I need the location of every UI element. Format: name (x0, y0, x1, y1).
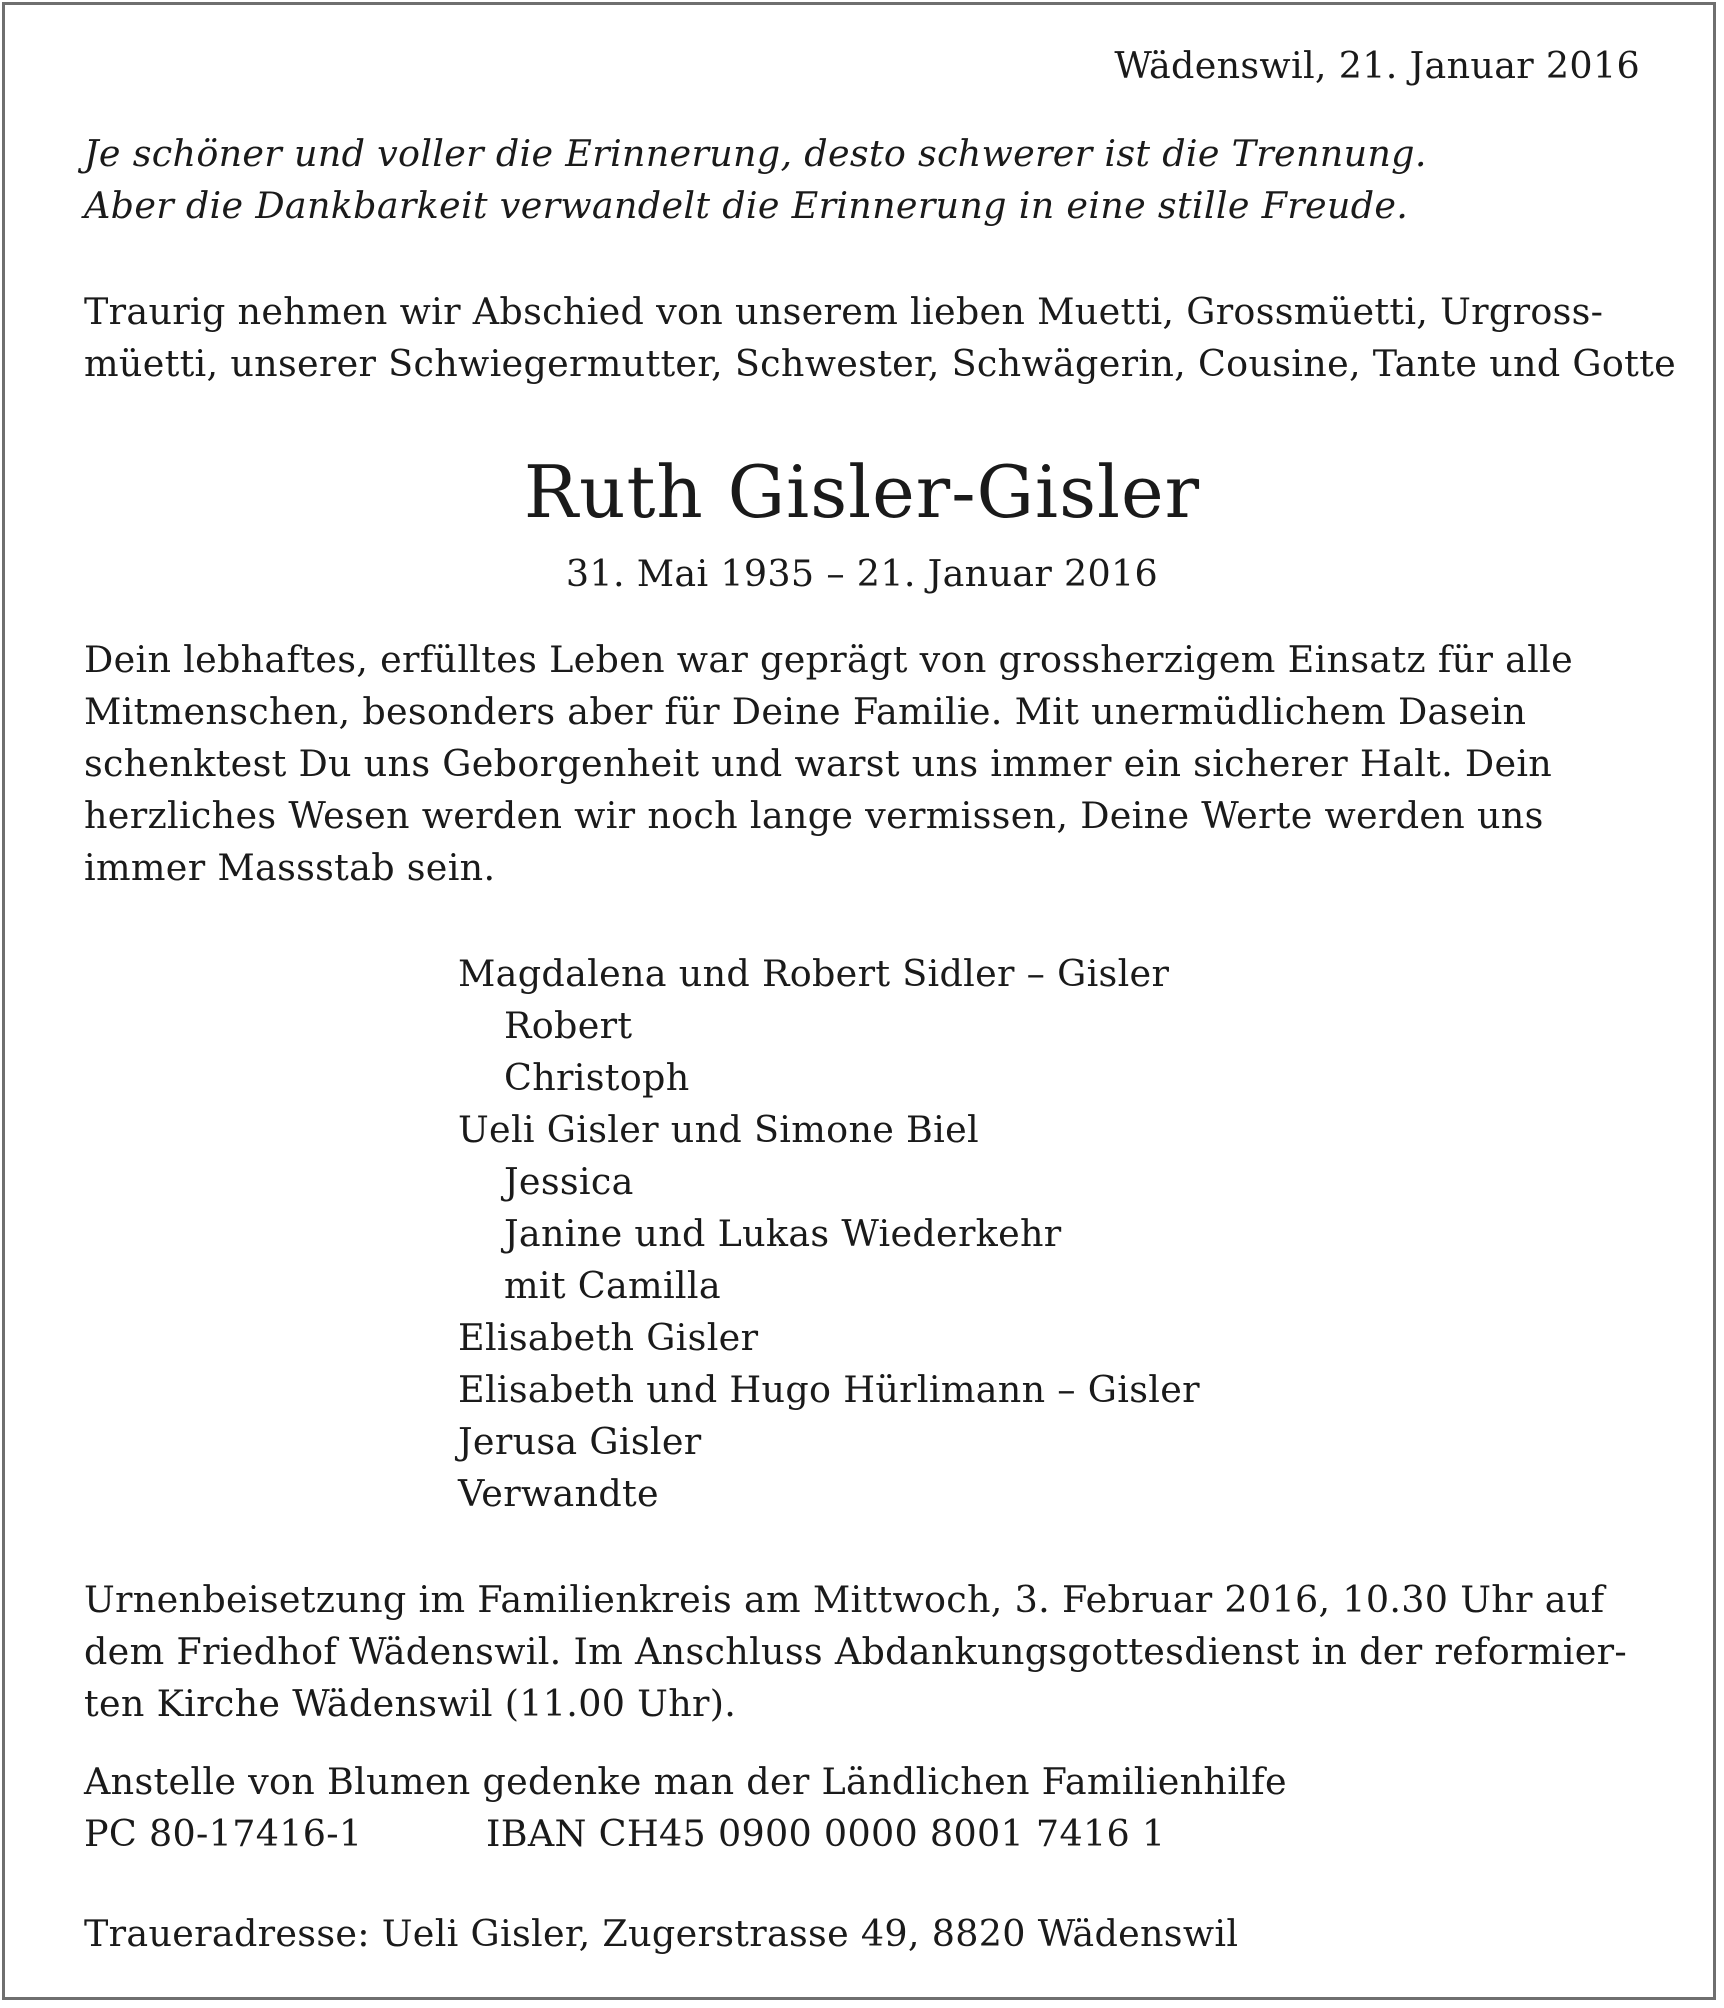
donation-text: Anstelle von Blumen gedenke man der Ländlichen Familienhilfe (84, 1760, 1287, 1803)
burial-line: dem Friedhof Wädenswil. Im Anschluss Abdankungsgottesdienst in der reformier- (84, 1630, 1627, 1673)
tribute-line: schenktest Du uns Geborgenheit und warst uns immer ein sicherer Halt. Dein (84, 742, 1553, 785)
quote-line-2: Aber die Dankbarkeit verwandelt die Erinnerung in eine stille Freude. (84, 184, 1409, 227)
donation-iban: IBAN CH45 0900 0000 8001 7416 1 (486, 1812, 1166, 1855)
mourner-entry: Ueli Gisler und Simone Biel (458, 1108, 980, 1151)
burial-line: ten Kirche Wädenswil (11.00 Uhr). (84, 1682, 737, 1725)
tribute-line: immer Massstab sein. (84, 846, 496, 889)
intro-line-2: müetti, unserer Schwiegermutter, Schwester, Schwägerin, Cousine, Tante und Gotte (84, 342, 1676, 385)
deceased-name: Ruth Gisler-Gisler (523, 450, 1201, 534)
mourner-entry: Robert (504, 1004, 633, 1047)
mourner-entry: Magdalena und Robert Sidler – Gisler (458, 952, 1170, 995)
burial-line: Urnenbeisetzung im Familienkreis am Mittwoch, 3. Februar 2016, 10.30 Uhr auf (84, 1578, 1605, 1621)
mourner-entry: Jerusa Gisler (458, 1420, 702, 1463)
tribute-line: herzliches Wesen werden wir noch lange vermissen, Deine Werte werden uns (84, 794, 1544, 837)
tribute-line: Dein lebhaftes, erfülltes Leben war geprägt von grossherzigem Einsatz für alle (84, 638, 1574, 681)
place-date: Wädenswil, 21. Januar 2016 (1114, 44, 1640, 87)
quote-line-1: Je schöner und voller die Erinnerung, desto schwerer ist die Trennung. (84, 132, 1427, 175)
life-dates: 31. Mai 1935 – 21. Januar 2016 (565, 552, 1159, 595)
mourner-entry: Verwandte (458, 1472, 659, 1515)
mourner-entry: Janine und Lukas Wiederkehr (504, 1212, 1062, 1255)
mourner-entry: Elisabeth und Hugo Hürlimann – Gisler (458, 1368, 1200, 1411)
donation-pc: PC 80-17416-1 (84, 1812, 363, 1855)
mourner-entry: Christoph (504, 1056, 690, 1099)
mourner-entry: Jessica (504, 1160, 634, 1203)
tribute-line: Mitmenschen, besonders aber für Deine Familie. Mit unermüdlichem Dasein (84, 690, 1527, 733)
intro-line-1: Traurig nehmen wir Abschied von unserem lieben Muetti, Grossmüetti, Urgross- (84, 290, 1604, 333)
mourner-entry: Elisabeth Gisler (458, 1316, 759, 1359)
mourner-entry: mit Camilla (504, 1264, 721, 1307)
mourning-address: Traueradresse: Ueli Gisler, Zugerstrasse 49, 8820 Wädenswil (84, 1912, 1239, 1955)
